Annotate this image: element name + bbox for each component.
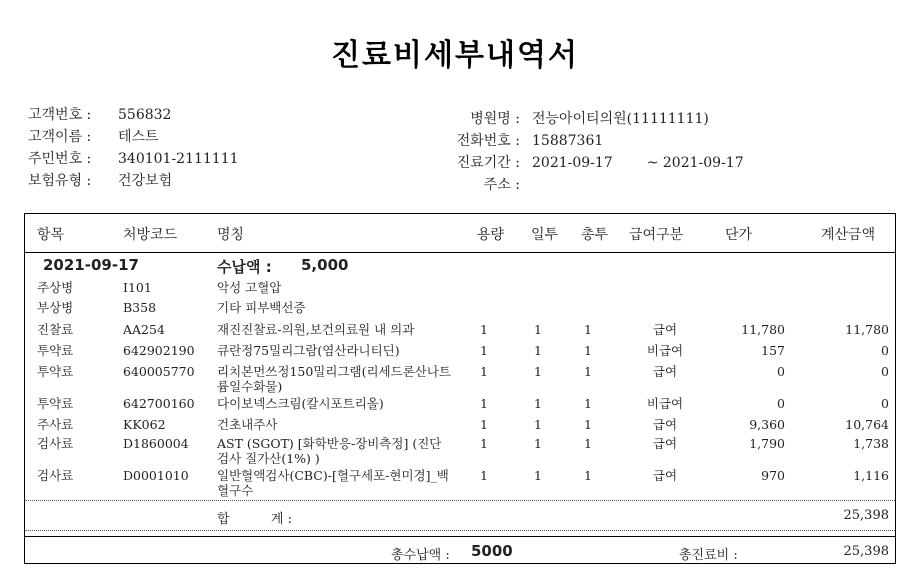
row-days: 1	[534, 396, 542, 411]
total-paid-label: 총수납액 :	[391, 548, 450, 563]
row-name: 기타 피부백선증	[217, 300, 306, 315]
document-title: 진료비세부내역서	[331, 38, 579, 73]
total-paid: 5000	[471, 542, 513, 560]
hospital-name-label: 병원명 :	[470, 111, 520, 127]
row-amount: 0	[881, 396, 889, 411]
phone: 15887361	[532, 133, 604, 149]
customer-no-label: 고객번호 :	[28, 107, 92, 123]
row-item: 진찰료	[37, 322, 74, 337]
row-total: 1	[584, 364, 592, 379]
subtotal-amount: 25,398	[843, 508, 889, 523]
row-category: 급여	[652, 322, 678, 337]
customer-name: 테스트	[118, 129, 159, 145]
row-item: 투약료	[37, 396, 74, 411]
resident-no-label: 주민번호 :	[28, 151, 92, 167]
row-price: 0	[777, 364, 785, 379]
phone-label: 전화번호 :	[456, 133, 520, 149]
row-name: 리치본먼쓰정150밀리그램(리세드론산나트륨일수화물)	[217, 364, 452, 394]
row-days: 1	[534, 436, 542, 451]
row-item: 검사료	[37, 468, 74, 483]
hospital-name: 전능아이티의원(11111111)	[532, 111, 709, 127]
row-category: 급여	[652, 436, 678, 451]
row-code: I101	[123, 280, 152, 295]
row-price: 0	[777, 396, 785, 411]
row-code: 642700160	[123, 396, 195, 411]
row-qty: 1	[480, 436, 488, 451]
header-total: 총투	[581, 227, 609, 243]
detail-table	[24, 213, 896, 564]
row-total: 1	[584, 436, 592, 451]
row-total: 1	[584, 322, 592, 337]
totals-footer	[25, 536, 895, 565]
row-days: 1	[534, 417, 542, 432]
subtotal-label: 합 계 :	[217, 512, 292, 527]
row-name: 건초내주사	[217, 417, 278, 432]
insurance-label: 보험유형 :	[28, 173, 92, 189]
row-price: 970	[761, 468, 785, 483]
row-name: 큐란정75밀리그람(염산라니티딘)	[217, 343, 400, 358]
row-code: D0001010	[123, 468, 189, 483]
row-code: 640005770	[123, 364, 195, 379]
row-code: D1860004	[123, 436, 189, 451]
header-amount: 계산금액	[821, 227, 876, 243]
dotted-divider	[25, 500, 895, 501]
total-fee: 25,398	[843, 544, 889, 559]
paid-label: 수납액 :	[217, 258, 272, 276]
row-qty: 1	[480, 417, 488, 432]
row-total: 1	[584, 417, 592, 432]
row-amount: 1,738	[853, 436, 889, 451]
header-days: 일투	[531, 227, 559, 243]
row-category: 비급여	[646, 396, 684, 411]
row-amount: 0	[881, 364, 889, 379]
header-category: 급여구분	[629, 227, 684, 243]
total-fee-label: 총진료비 :	[679, 548, 738, 563]
row-days: 1	[534, 343, 542, 358]
row-qty: 1	[480, 364, 488, 379]
row-qty: 1	[480, 343, 488, 358]
row-days: 1	[534, 322, 542, 337]
header-qty: 용량	[477, 227, 505, 243]
row-price: 1,790	[749, 436, 785, 451]
row-total: 1	[584, 468, 592, 483]
header-name: 명칭	[217, 227, 245, 243]
row-qty: 1	[480, 396, 488, 411]
row-item: 주상병	[37, 280, 74, 295]
header-item: 항목	[37, 227, 65, 243]
row-category: 비급여	[646, 343, 684, 358]
dotted-divider	[25, 530, 895, 531]
row-price: 9,360	[749, 417, 785, 432]
row-price: 157	[761, 343, 785, 358]
period-from: 2021-09-17	[532, 155, 613, 171]
date-row	[25, 256, 895, 278]
row-qty: 1	[480, 468, 488, 483]
row-qty: 1	[480, 322, 488, 337]
row-days: 1	[534, 364, 542, 379]
resident-no: 340101-2111111	[118, 151, 239, 167]
row-item: 투약료	[37, 343, 74, 358]
row-price: 11,780	[741, 322, 785, 337]
row-total: 1	[584, 396, 592, 411]
row-code: AA254	[123, 322, 165, 337]
table-header	[25, 214, 895, 253]
header-code: 처방코드	[123, 227, 178, 243]
row-category: 급여	[652, 417, 678, 432]
row-name: AST (SGOT) [화학반응-장비측정] (진단검사 질가산(1%) )	[217, 436, 442, 466]
row-code: 642902190	[123, 343, 195, 358]
row-category: 급여	[652, 364, 678, 379]
row-name: 재진진찰료-의원,보건의료원 내 의과	[217, 322, 415, 337]
row-name: 일반혈액검사(CBC)-[혈구세포-현미경]_백혈구수	[217, 468, 449, 498]
row-name: 다이보넥스크림(칼시포트리올)	[217, 396, 384, 411]
paid-value: 5,000	[301, 256, 349, 274]
row-amount: 1,116	[853, 468, 889, 483]
period-label: 진료기간 :	[456, 155, 520, 171]
row-days: 1	[534, 468, 542, 483]
row-item: 투약료	[37, 364, 74, 379]
row-item: 주사료	[37, 417, 74, 432]
row-name: 악성 고혈압	[217, 280, 282, 295]
customer-name-label: 고객이름 :	[28, 129, 92, 145]
row-category: 급여	[652, 468, 678, 483]
row-item: 부상병	[37, 300, 74, 315]
visit-date: 2021-09-17	[43, 256, 139, 274]
patient-info	[28, 104, 239, 192]
header-price: 단가	[725, 227, 753, 243]
row-code: B358	[123, 300, 157, 315]
customer-no: 556832	[118, 107, 172, 123]
address-label: 주소 :	[483, 177, 520, 193]
row-amount: 11,780	[845, 322, 889, 337]
insurance-type: 건강보험	[118, 173, 173, 189]
row-total: 1	[584, 343, 592, 358]
row-item: 검사료	[37, 436, 74, 451]
row-code: KK062	[123, 417, 166, 432]
row-amount: 0	[881, 343, 889, 358]
period-to: ~ 2021-09-17	[646, 155, 744, 171]
row-amount: 10,764	[845, 417, 889, 432]
subtotal-row	[25, 506, 895, 527]
hospital-info	[438, 108, 744, 196]
